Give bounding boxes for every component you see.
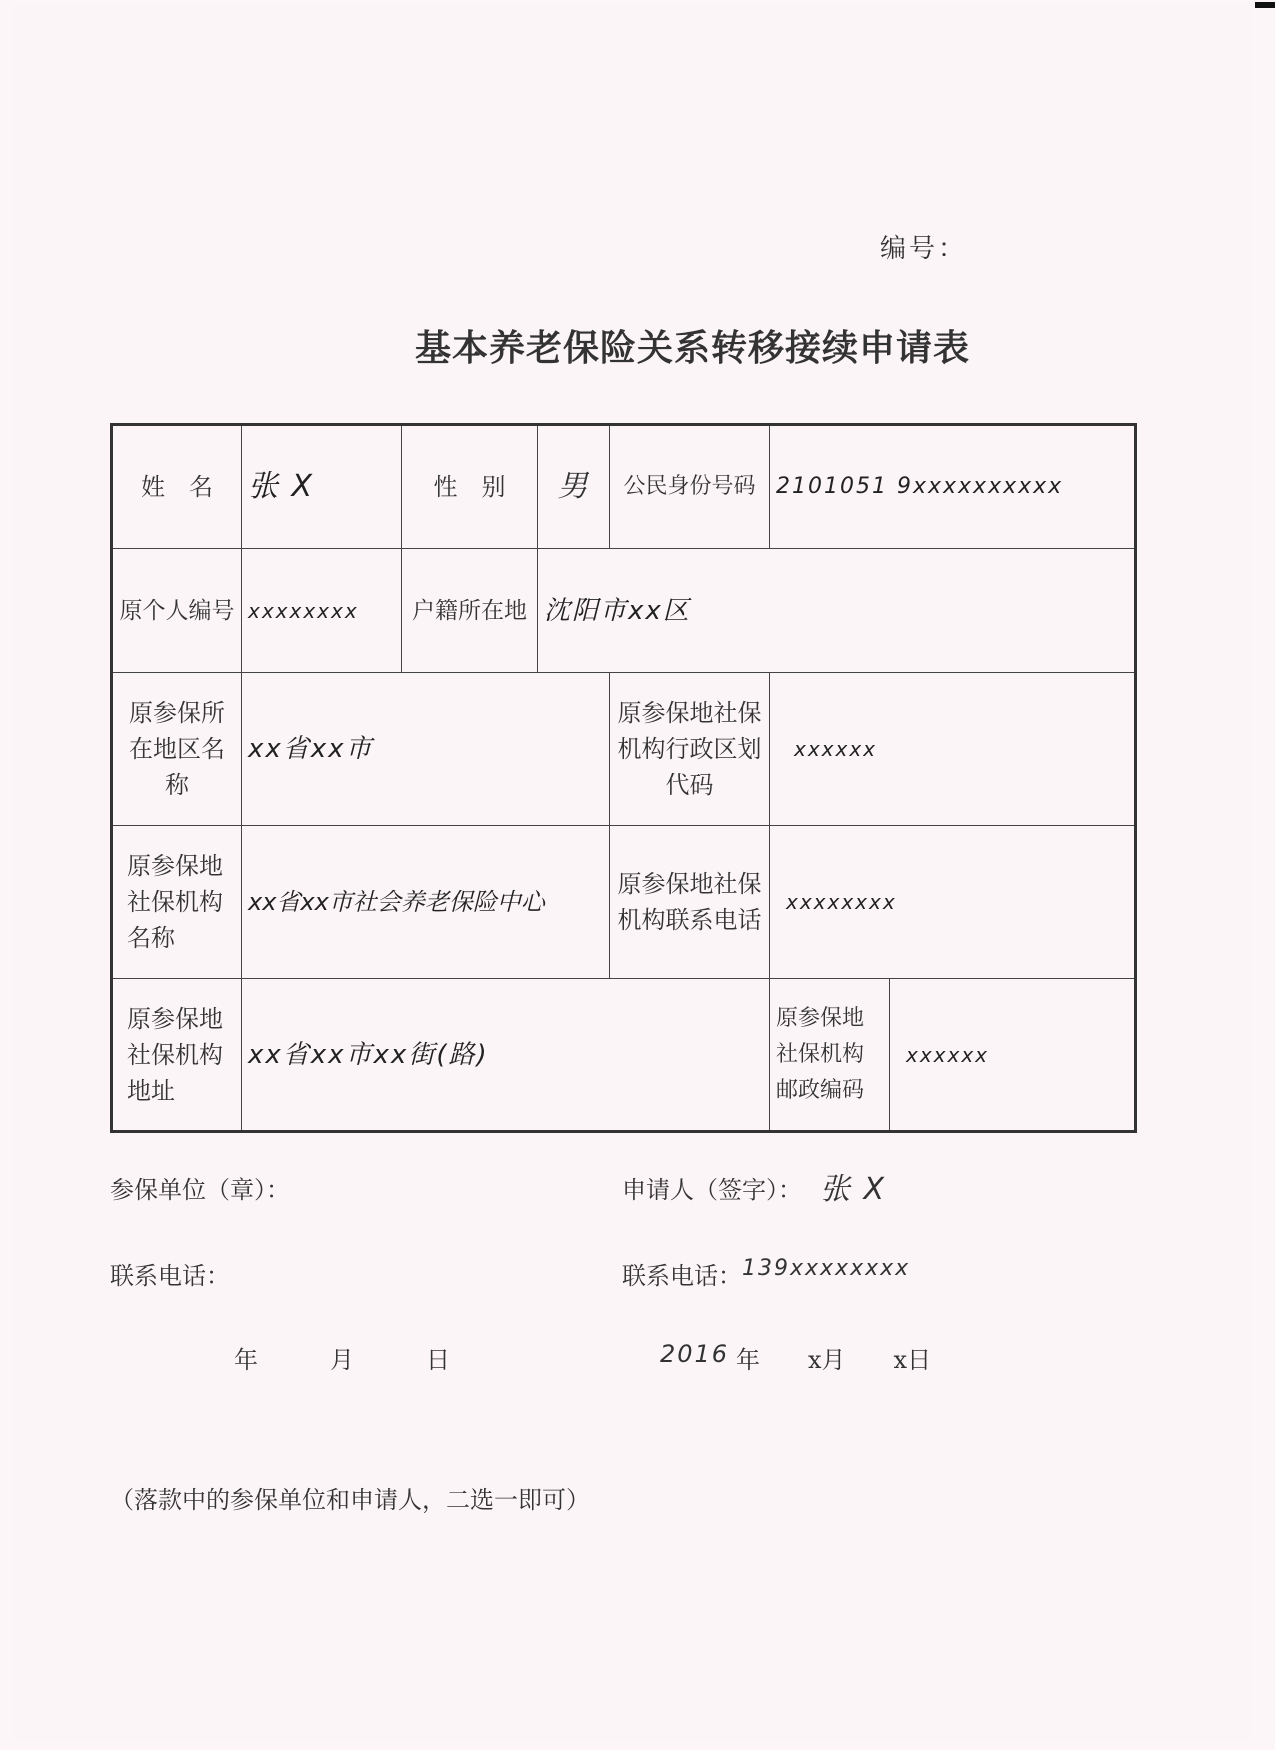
household-registration-label: 户籍所在地 — [402, 549, 538, 673]
contact-phone-value-right: 139xxxxxxxx — [742, 1256, 911, 1281]
original-agency-postcode-label: 原参保地社保机构邮政编码 — [770, 979, 890, 1132]
id-number-value: 2101051 9xxxxxxxxxx — [770, 425, 1136, 549]
table-row — [112, 826, 1136, 979]
table-row — [112, 549, 1136, 673]
original-agency-name-label: 原参保地社保机构名称 — [112, 826, 242, 979]
contact-phone-label-left: 联系电话： — [110, 1262, 230, 1290]
gender-value: 男 — [538, 425, 610, 549]
contact-phone-label-right: 联系电话： — [622, 1262, 742, 1290]
footnote: （落款中的参保单位和申请人，二选一即可） — [110, 1486, 590, 1514]
original-region-code-value: xxxxxx — [770, 673, 1136, 826]
scan-edge-mark — [1255, 2, 1275, 8]
applicant-signature-label: 申请人（签字）： — [622, 1176, 802, 1204]
applicant-signature-value: 张 X — [820, 1172, 887, 1207]
gender-label: 性 别 — [402, 425, 538, 549]
original-agency-phone-label: 原参保地社保机构联系电话 — [610, 826, 770, 979]
date-left: 年 月 日 — [234, 1346, 450, 1374]
household-registration-value: 沈阳市xx区 — [538, 549, 1136, 673]
table-row — [112, 425, 1136, 549]
table-row — [112, 673, 1136, 826]
original-region-value: xx省xx市 — [242, 673, 610, 826]
application-form-table — [110, 423, 1137, 1133]
original-agency-postcode-value: xxxxxx — [890, 979, 1136, 1132]
insured-unit-seal-label: 参保单位（章）： — [110, 1176, 290, 1204]
original-personal-number-label: 原个人编号 — [112, 549, 242, 673]
original-agency-address-value: xx省xx市xx街(路) — [242, 979, 770, 1132]
original-agency-address-label: 原参保地社保机构地址 — [112, 979, 242, 1132]
table-row — [112, 979, 1136, 1132]
original-region-code-label: 原参保地社保机构行政区划代码 — [610, 673, 770, 826]
id-number-label: 公民身份号码 — [610, 425, 770, 549]
date-right-year: 2016 — [660, 1340, 730, 1368]
form-title: 基本养老保险关系转移接续申请表 — [414, 328, 970, 369]
original-region-label: 原参保所在地区名称 — [112, 673, 242, 826]
original-agency-phone-value: xxxxxxxx — [770, 826, 1136, 979]
serial-number-label: 编号： — [880, 234, 968, 264]
name-value: 张 X — [242, 425, 402, 549]
original-agency-name-value: xx省xx市社会养老保险中心 — [242, 826, 610, 979]
name-label: 姓 名 — [112, 425, 242, 549]
date-right-month-day: 年 x月 x日 — [736, 1346, 932, 1374]
original-personal-number-value: xxxxxxxx — [242, 549, 402, 673]
